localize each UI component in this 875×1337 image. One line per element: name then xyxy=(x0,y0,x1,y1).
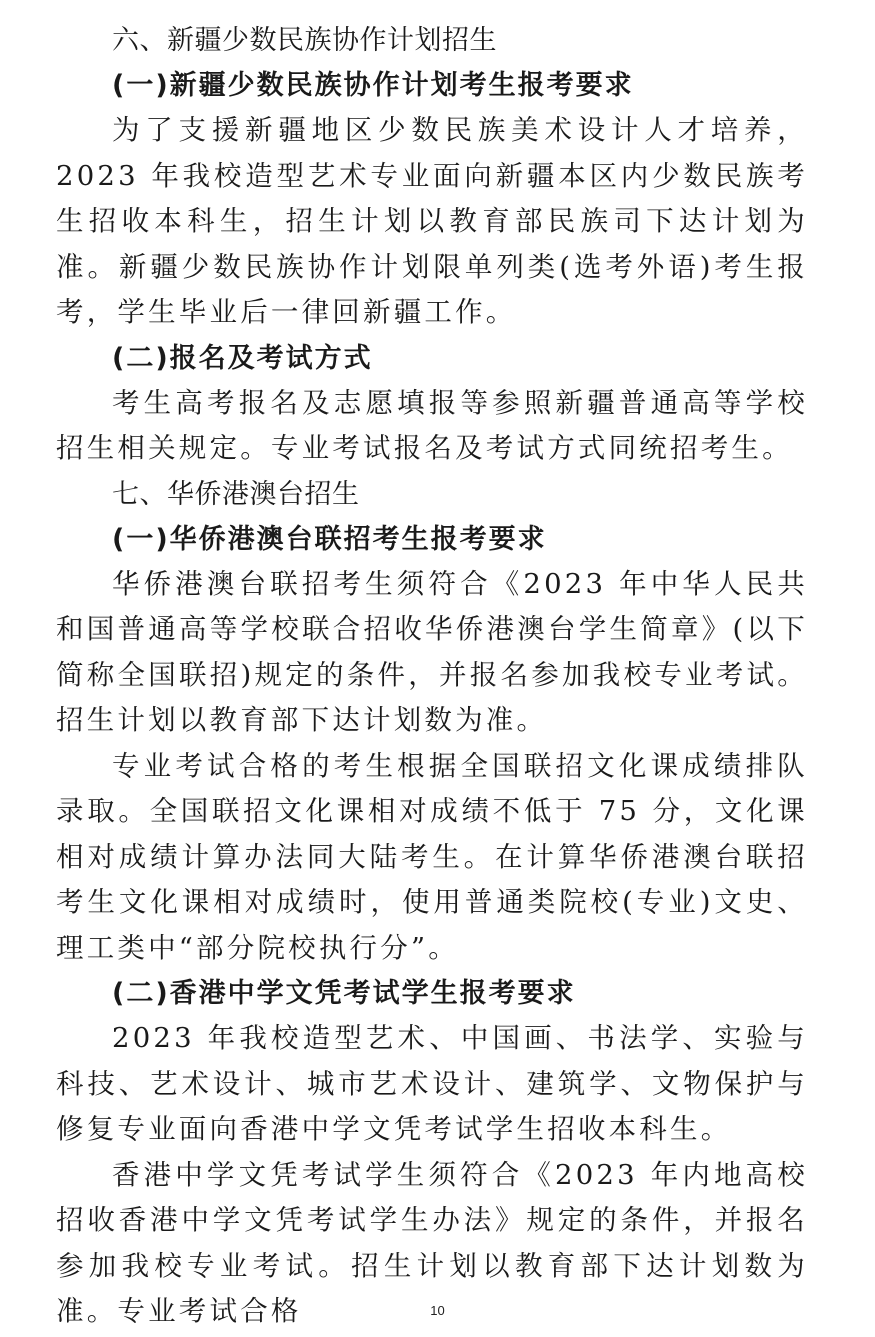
section-six-sub2-title: (二)报名及考试方式 xyxy=(112,342,373,374)
section-seven-sub2-para2: 香港中学文凭考试学生须符合《2023 年内地高校招收香港中学文凭考试学生办法》规定的条件，并报名参加我校专业考试。招生计划以教育部下达计划数为准。专业考试合格 xyxy=(56,1158,808,1327)
section-seven-sub1-title: (一)华侨港澳台联招考生报考要求 xyxy=(112,523,547,555)
section-six-title: 六、新疆少数民族协作计划招生 xyxy=(112,25,497,56)
section-seven-sub1-para1: 华侨港澳台联招考生须符合《2023 年中华人民共和国普通高等学校联合招收华侨港澳台学生简章》(以下简称全国联招)规定的条件，并报名参加我校专业考试。招生计划以教育部下达计划数为准。 xyxy=(56,567,808,736)
section-seven-title: 七、华侨港澳台招生 xyxy=(112,478,360,510)
section-six-sub1-para1: 为了支援新疆地区少数民族美术设计人才培养，2023 年我校造型艺术专业面向新疆本区内少数民族考生招收本科生，招生计划以教育部民族司下达计划为准。新疆少数民族协作计划限单列类(选考外语)考生报考，学生毕业后一律回新疆工作。 xyxy=(56,114,808,328)
section-seven-sub2-title: (二)香港中学文凭考试学生报考要求 xyxy=(112,978,576,1009)
section-six-sub2-para1: 考生高考报名及志愿填报等参照新疆普通高等学校招生相关规定。专业考试报名及考试方式同统招考生。 xyxy=(56,386,808,464)
document-page xyxy=(56,18,808,1335)
section-six-sub1-title: (一)新疆少数民族协作计划考生报考要求 xyxy=(112,70,634,101)
section-seven-sub2-para1: 2023 年我校造型艺术、中国画、书法学、实验与科技、艺术设计、城市艺术设计、建筑学、文物保护与修复专业面向香港中学文凭考试学生招收本科生。 xyxy=(56,1022,808,1145)
section-seven-sub1-para2: 专业考试合格的考生根据全国联招文化课成绩排队录取。全国联招文化课相对成绩不低于 75 分，文化课相对成绩计算办法同大陆考生。在计算华侨港澳台联招考生文化课相对成绩时，使用普通类院校(专业)文史、理工类中“部分院校执行分”。 xyxy=(56,749,808,964)
page-number: 10 xyxy=(430,1303,445,1318)
